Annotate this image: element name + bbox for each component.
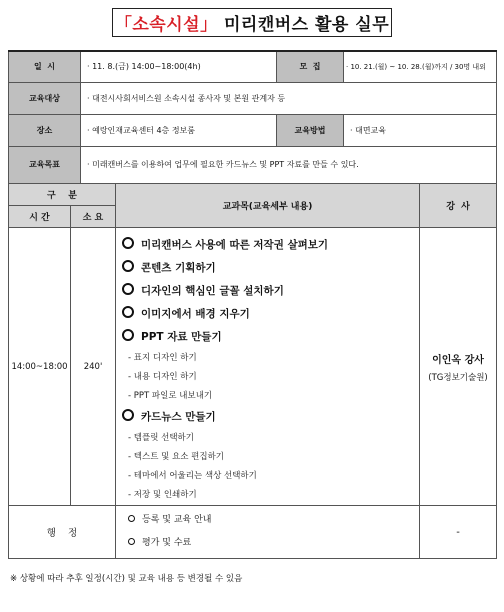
course-item <box>122 257 413 280</box>
schedule-table <box>8 183 497 559</box>
header-instructor: 강 사 <box>420 184 497 228</box>
instructor-cell <box>420 228 497 506</box>
goal-value: · 미래캔버스를 이용하여 업무에 필요한 카드뉴스 및 PPT 자료를 만들 수 있다. <box>81 146 497 183</box>
header-course: 교과목(교육세부 내용) <box>116 184 420 228</box>
title-highlight: 소속시설 <box>132 15 201 35</box>
circle-bullet-icon <box>122 306 134 318</box>
target-label: 교육대상 <box>9 82 81 114</box>
course-item <box>122 406 413 429</box>
admin-item-label: 평가 및 수료 <box>142 538 192 548</box>
course-item-label: 카드뉴스 만들기 <box>141 411 216 423</box>
admin-instructor: - <box>420 506 497 559</box>
header-time: 시 간 <box>9 206 71 228</box>
circle-bullet-icon <box>128 515 135 522</box>
admin-label: 행 정 <box>9 506 116 559</box>
circle-bullet-icon <box>128 538 135 545</box>
course-subitem: - 템플릿 선택하기 <box>128 433 194 443</box>
title-rest: 미리캔버스 활용 실무 <box>217 15 390 35</box>
admin-cell <box>116 506 420 559</box>
page-title <box>112 8 392 37</box>
circle-bullet-icon <box>122 409 134 421</box>
course-subitem: - 표지 디자인 하기 <box>128 353 197 363</box>
goal-label: 교육목표 <box>9 146 81 183</box>
admin-item <box>122 532 413 555</box>
datetime-value: · 11. 8.(금) 14:00~18:00(4h) <box>81 51 277 82</box>
circle-bullet-icon <box>122 283 134 295</box>
target-value: · 대전시사회서비스원 소속시설 종사자 및 본원 관계자 등 <box>81 82 497 114</box>
instructor-name: 이인옥 강사 <box>432 354 484 366</box>
course-item-label: 콘텐츠 기획하기 <box>141 262 216 274</box>
course-item <box>122 280 413 303</box>
duration-cell: 240' <box>71 228 116 506</box>
circle-bullet-icon <box>122 329 134 341</box>
course-item-label: PPT 자료 만들기 <box>141 331 222 343</box>
time-cell: 14:00~18:00 <box>9 228 71 506</box>
course-item-label: 미리캔버스 사용에 따른 저작권 살펴보기 <box>141 239 329 251</box>
instructor-org: (TG정보기술원) <box>428 372 488 383</box>
course-subitem: - 내용 디자인 하기 <box>128 372 197 382</box>
admin-item <box>122 509 413 532</box>
course-list <box>122 234 413 505</box>
place-label: 장소 <box>9 114 81 146</box>
title-left-bracket: 「 <box>114 15 133 35</box>
datetime-label: 일 시 <box>9 51 81 82</box>
recruit-label: 모 집 <box>277 51 344 82</box>
course-cell <box>116 228 420 506</box>
course-subitem: - 테마에서 어울리는 색상 선택하기 <box>128 471 257 481</box>
admin-item-label: 등록 및 교육 안내 <box>142 515 212 525</box>
method-value: · 대면교육 <box>344 114 497 146</box>
course-item <box>122 234 413 257</box>
circle-bullet-icon <box>122 260 134 272</box>
course-item <box>122 303 413 326</box>
course-subitem: - 텍스트 및 요소 편집하기 <box>128 452 225 462</box>
title-right-bracket: 」 <box>200 15 218 35</box>
course-subitem: - 저장 및 인쇄하기 <box>128 490 197 500</box>
header-duration: 소 요 <box>71 206 116 228</box>
course-item-label: 이미지에서 배경 지우기 <box>141 308 250 320</box>
header-group: 구 분 <box>9 184 116 206</box>
info-table <box>8 50 497 184</box>
course-item-label: 디자인의 핵심인 글꼴 설치하기 <box>141 285 284 297</box>
recruit-value: · 10. 21.(월) ~ 10. 28.(월)까지 / 30명 내외 <box>344 51 497 82</box>
method-label: 교육방법 <box>277 114 344 146</box>
course-subitem: - PPT 파일로 내보내기 <box>128 391 213 401</box>
place-value: · 예랑인재교육센터 4층 정보룸 <box>81 114 277 146</box>
circle-bullet-icon <box>122 237 134 249</box>
course-item <box>122 326 413 349</box>
footnote: ※ 상황에 따라 추후 일정(시간) 및 교육 내용 등 변경될 수 있음 <box>10 574 243 584</box>
